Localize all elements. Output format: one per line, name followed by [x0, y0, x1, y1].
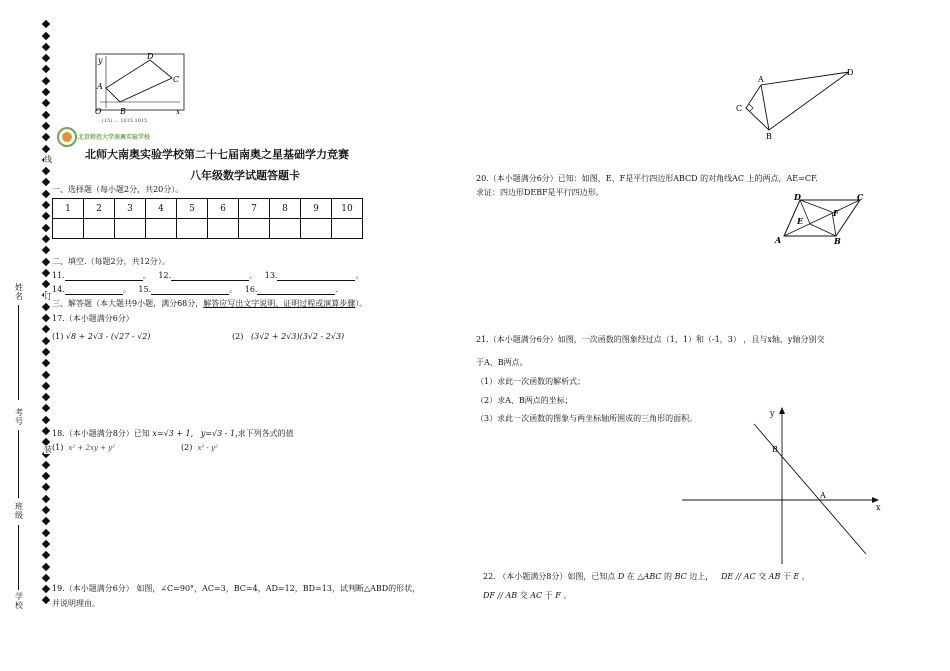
q19-line2: 并说明理由。 [52, 599, 100, 608]
q22-df-parallel-ab: DF // AB [483, 591, 518, 600]
q22-text-i: 于 [544, 591, 553, 600]
answer-cell[interactable] [53, 219, 84, 239]
q17-part2 [232, 332, 344, 341]
q22-de-parallel-ac: DE // AC [720, 572, 756, 581]
diamond-mark [42, 596, 50, 604]
diamond-mark [42, 415, 50, 423]
q17-part1-num: (1) [52, 332, 64, 341]
item-12-end: 。 [249, 271, 258, 280]
diamond-mark [42, 314, 50, 322]
q22-line2 [483, 590, 571, 601]
answer-col-header: 2 [84, 199, 115, 219]
q18-part1-num: (1) [52, 443, 64, 452]
diamond-mark [42, 43, 50, 51]
fig-label-x: x [176, 108, 180, 116]
q18-suffix: ,求下列各式的值 [235, 429, 294, 438]
item-13-blank[interactable] [277, 272, 355, 281]
q21-sub1: （1）求此一次函数的解析式； [476, 377, 586, 386]
answer-cell[interactable] [239, 219, 270, 239]
page-title: 北师大南奥实验学校第二十七届南奥之星基础学力竞赛 [85, 148, 349, 161]
fig-label-a: A [97, 82, 103, 91]
fig-label-y: y [98, 56, 103, 65]
q22-segment-bc: BC [674, 572, 687, 581]
item-16-label: 16. [244, 285, 258, 294]
item-12-blank[interactable] [171, 272, 249, 281]
fig20-label-f: F [833, 208, 839, 218]
diamond-mark [42, 336, 50, 344]
answer-grid [52, 198, 363, 239]
fig21-label-a: A [820, 491, 826, 500]
answer-cell[interactable] [84, 219, 115, 239]
school-label: 学校 [15, 592, 23, 610]
q22-text-g: ， [801, 572, 810, 581]
class-label: 班级 [15, 502, 23, 520]
diamond-mark [42, 585, 50, 593]
diamond-mark [42, 144, 50, 152]
fig-label-d: D [147, 52, 154, 61]
q18-title-text: 18.（本小题满分8分）已知 [52, 429, 150, 438]
diamond-mark [42, 506, 50, 514]
diamond-mark [42, 257, 50, 265]
fill-row-1 [52, 270, 363, 281]
diamond-mark [42, 359, 50, 367]
answer-cell[interactable] [332, 219, 363, 239]
q22-text-f: 于 [782, 572, 791, 581]
diamond-mark [42, 551, 50, 559]
diamond-mark [42, 212, 50, 220]
section3-heading-c: ）。 [355, 299, 368, 308]
q18-title [52, 428, 294, 439]
diamond-mark [42, 302, 50, 310]
binding-mark-ding: 订 [44, 292, 52, 301]
diamond-mark [42, 99, 50, 107]
item-15-end: 。 [229, 285, 238, 294]
q22-text-j: 。 [563, 591, 572, 600]
parallelogram-coordinate-figure [92, 52, 188, 118]
answer-cell[interactable] [146, 219, 177, 239]
diamond-mark [42, 246, 50, 254]
diamond-mark [42, 461, 50, 469]
diamond-mark [42, 88, 50, 96]
q22-segment-ab: AB [768, 572, 781, 581]
item-13-label: 13. [264, 271, 278, 280]
q19-triangle-figure [732, 64, 858, 142]
diamond-mark [42, 574, 50, 582]
fig-label-b: B [120, 107, 126, 116]
diamond-mark [42, 528, 50, 536]
q21-sub3: （3）求此一次函数的图象与两坐标轴所围成的三角形的面积。 [476, 414, 698, 423]
answer-col-header: 3 [115, 199, 146, 219]
q21-line1: 21.（本小题满分6分）如图，一次函数的图象经过点（1，1）和（-1，3） ，且与x轴、y轴分别交 [476, 335, 825, 344]
section3-heading-b: 解答应写出文字说明、证明过程或演算步骤 [203, 299, 356, 308]
answer-col-header: 8 [270, 199, 301, 219]
fill-row-2 [52, 284, 338, 295]
item-14-label: 14. [52, 285, 65, 294]
diamond-mark [42, 348, 50, 356]
page-subtitle: 八年级数学试题答题卡 [190, 169, 300, 182]
q18-part1 [52, 443, 115, 452]
exam-no-label: 考号 [15, 408, 23, 426]
answer-cell[interactable] [301, 219, 332, 239]
q22-point-e: E [793, 572, 800, 581]
diamond-mark [42, 110, 50, 118]
item-15-blank[interactable] [151, 286, 229, 295]
diamond-mark [42, 77, 50, 85]
diamond-mark [42, 404, 50, 412]
diamond-mark [42, 235, 50, 243]
item-15-label: 15. [138, 285, 152, 294]
q17-title: 17.（本小题满分6分） [52, 314, 134, 323]
diamond-mark [42, 495, 50, 503]
diamond-mark [42, 427, 50, 435]
section2-heading: 二、填空.（每题2分，共12分）。 [52, 257, 170, 266]
fig19-label-a: A [758, 75, 764, 84]
fig-label-o: O [95, 107, 102, 116]
fig19-label-b: B [766, 132, 772, 141]
fig21-label-b: B [772, 445, 778, 454]
answer-cell[interactable] [115, 219, 146, 239]
item-12-label: 12. [158, 271, 172, 280]
fig19-label-d: D [847, 68, 854, 77]
fig20-label-d: D [794, 192, 801, 202]
q21-coordinate-graph [680, 404, 886, 570]
answer-col-header: 6 [208, 199, 239, 219]
item-16-end: . [335, 285, 339, 294]
item-14-blank[interactable] [65, 286, 123, 295]
answer-col-header: 5 [177, 199, 208, 219]
q20-line1: 20.（本小题满分6分）已知：如图，E、F是平行四边形ABCD 的对角线AC 上的两点，AE=CF. [476, 174, 818, 183]
diamond-mark [42, 31, 50, 39]
diamond-mark [42, 178, 50, 186]
item-11-label: 11. [52, 271, 65, 280]
fig21-label-x: x [876, 503, 881, 512]
answer-col-header: 9 [301, 199, 332, 219]
q19-line1: 19.（本小题满分6分） 如图，∠C=90°，AC=3，BC=4，AD=12，BD=13，试判断△ABD的形状， [52, 584, 421, 593]
binding-mark-zhuang: 装 [44, 445, 52, 454]
q22-text-e: 交 [758, 572, 767, 581]
section3-heading-a: 三、解答题（本大题共9小题，满分68分， [52, 299, 204, 308]
binding-diamond-line [41, 16, 51, 609]
answer-col-header: 10 [332, 199, 363, 219]
diamond-mark [42, 20, 50, 28]
q22-point-f: F [555, 591, 561, 600]
q22-segment-ac: AC [530, 591, 543, 600]
answer-col-header: 1 [53, 199, 84, 219]
diamond-mark [42, 472, 50, 480]
q17-part2-expr: (3√2 + 2√3)(3√2 - 2√3) [250, 332, 345, 341]
diamond-mark [42, 280, 50, 288]
q22-text-b: 在 [626, 572, 635, 581]
diamond-mark [42, 483, 50, 491]
q22-text-c: 的 [664, 572, 673, 581]
q21-sub2: （2）求A、B两点的坐标； [476, 396, 573, 405]
answer-col-header: 7 [239, 199, 270, 219]
diamond-mark [42, 269, 50, 277]
q18-y-expr: y=√3 - 1 [200, 429, 236, 438]
diamond-mark [42, 325, 50, 333]
q22-line1 [483, 571, 810, 582]
figure-caption: (15) ... 1015 1015 [102, 118, 148, 124]
item-11-end: 。 [142, 271, 151, 280]
exam-no-underline[interactable] [18, 430, 19, 498]
item-14-end: 。 [122, 285, 131, 294]
q22-text-h: 交 [519, 591, 528, 600]
q18-part1-expr: x² + 2xy + y² [68, 444, 115, 452]
class-underline[interactable] [18, 525, 19, 590]
fig20-label-a: A [775, 235, 782, 245]
section3-heading [52, 298, 367, 309]
q22-triangle-abc: △ABC [637, 572, 662, 581]
fig-label-c: C [173, 75, 180, 84]
item-13-end: 。 [355, 271, 364, 280]
q17-part1 [52, 332, 150, 341]
q17-part1-expr: √8 + 2√3 - (√27 - √2) [65, 332, 151, 341]
item-11-blank[interactable] [65, 272, 143, 281]
answer-cell[interactable] [208, 219, 239, 239]
answer-col-header: 4 [146, 199, 177, 219]
q22-text-d: 边上， [689, 572, 714, 581]
diamond-mark [42, 370, 50, 378]
fig19-label-c: C [736, 104, 743, 113]
q21-line2: 于A、B两点。 [476, 358, 528, 367]
binding-mark-xian: 线 [44, 155, 52, 164]
diamond-mark [42, 223, 50, 231]
q22-point-d: D [617, 572, 625, 581]
name-underline[interactable] [18, 305, 19, 400]
diamond-mark [42, 517, 50, 525]
name-label: 姓名 [15, 283, 23, 301]
item-16-blank[interactable] [257, 286, 335, 295]
diamond-mark [42, 54, 50, 62]
diamond-mark [42, 562, 50, 570]
diamond-mark [42, 167, 50, 175]
q20-parallelogram-figure [770, 190, 866, 246]
fig20-label-e: E [797, 216, 804, 226]
section1-heading: 一、选择题（每小题2分，共20分）。 [52, 185, 184, 194]
fig21-label-y: y [770, 409, 775, 418]
q18-part2-expr: x² - y² [197, 444, 218, 452]
answer-cell[interactable] [177, 219, 208, 239]
q18-part2 [181, 443, 218, 452]
q18-x-expr: x=√3 + 1, [152, 429, 194, 438]
diamond-mark [42, 65, 50, 73]
school-logo-text: 北京师范大学南奥实验学校 [78, 134, 151, 141]
diamond-mark [42, 133, 50, 141]
answer-cell[interactable] [270, 219, 301, 239]
q18-part2-num: (2) [181, 443, 193, 452]
fig20-label-c: C [857, 192, 864, 202]
diamond-mark [42, 382, 50, 390]
diamond-mark [42, 190, 50, 198]
school-logo-icon [56, 126, 78, 148]
diamond-mark [42, 540, 50, 548]
diamond-mark [42, 393, 50, 401]
diamond-mark [42, 201, 50, 209]
diamond-mark [42, 122, 50, 130]
q22-text-a: 22. （本小题满分8分）如图，已知点 [483, 572, 616, 581]
fig20-label-b: B [834, 236, 841, 246]
q20-line2: 求证：四边形DEBF是平行四边形。 [476, 188, 604, 197]
q17-part2-num: (2) [232, 332, 244, 341]
